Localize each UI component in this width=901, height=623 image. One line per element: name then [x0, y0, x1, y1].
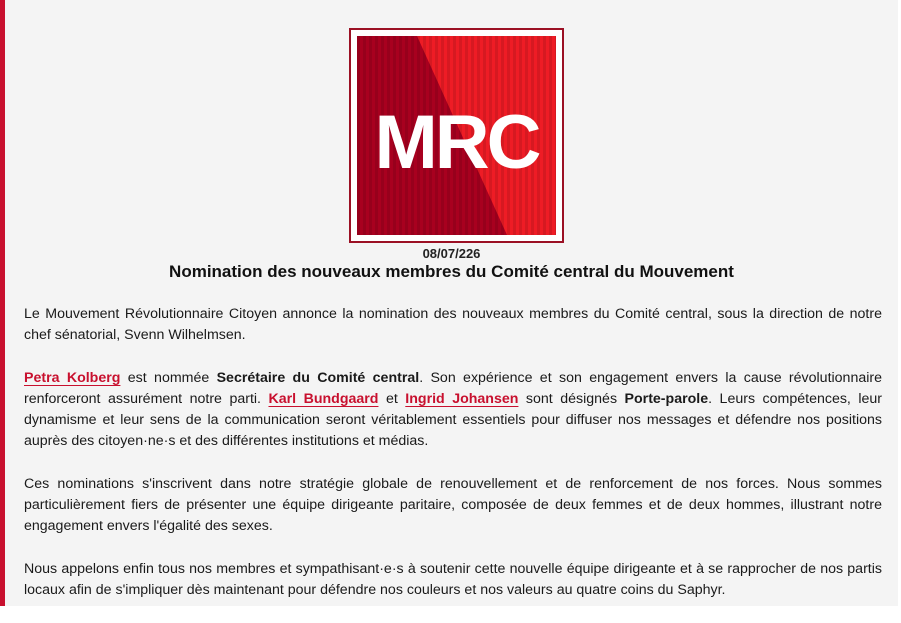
paragraph-intro: Le Mouvement Révolutionnaire Citoyen annonce la nomination des nouveaux membres du Comité central, sous la direction de notre chef sénatorial, Svenn Wilhelmsen.: [24, 306, 882, 343]
person-link-petra-kolberg[interactable]: Petra Kolberg: [24, 370, 121, 386]
mrc-logo: [349, 28, 564, 243]
role-secretaire: Secrétaire du Comité central: [216, 370, 420, 386]
person-link-ingrid-johansen[interactable]: Ingrid Johansen: [405, 391, 519, 407]
page-title: Nomination des nouveaux membres du Comité central du Mouvement: [169, 262, 734, 281]
paragraph-parity: Ces nominations s'inscrivent dans notre stratégie globale de renouvellement et de renforcement de nos forces. Nous sommes particulièrement fiers de présenter une équipe dirigeante paritaire, composée de deux femmes et de deux hommes, illustrant notre engagement envers l'égalité des sexes.: [24, 476, 882, 534]
role-porte-parole: Porte-parole: [624, 391, 709, 407]
paragraph-call: Nous appelons enfin tous nos membres et sympathisant·e·s à soutenir cette nouvelle équipe dirigeante et à se rapprocher de nos partis locaux afin de s'impliquer dès maintenant pour défendre nos couleurs et nos valeurs au quatre coins du Saphyr.: [24, 561, 882, 598]
mrc-logo-graphic: [357, 36, 556, 235]
logo-text: MRC: [374, 100, 539, 185]
paragraph-nominations: Petra Kolberg est nommée Secrétaire du Comité central. Son expérience et son engagement envers la cause révolutionnaire renforceront assurément notre parti. Karl Bundgaard et Ingrid Johansen sont désignés Porte-parole. Leurs compétences, leur dynamisme et leur sens de la communication seront véritablement essentiels pour diffuser nos messages et défendre nos positions auprès des citoyen·ne·s et des différentes institutions et médias.: [24, 370, 883, 449]
publication-date: 08/07/226: [422, 246, 481, 261]
article-body: [24, 304, 882, 623]
person-link-karl-bundgaard[interactable]: Karl Bundgaard: [268, 391, 379, 407]
